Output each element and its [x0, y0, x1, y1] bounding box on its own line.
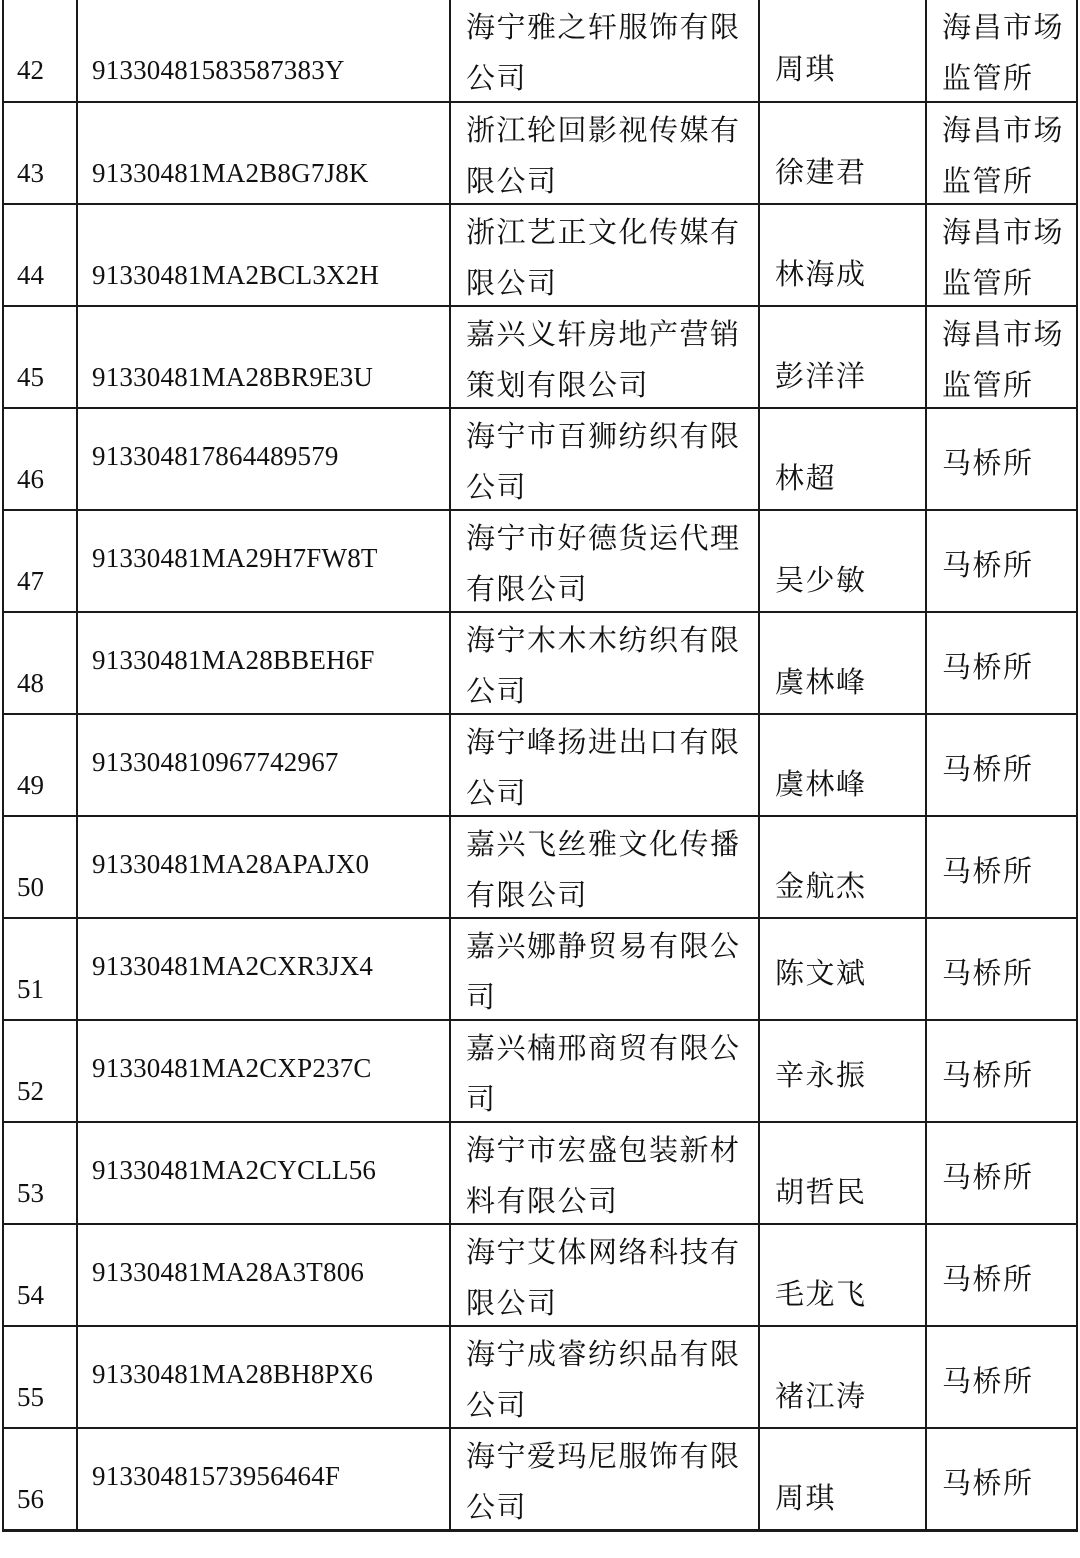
row-number-cell: [3, 306, 77, 408]
regulatory-office: 海昌市场监管所: [942, 10, 1065, 95]
regulatory-office: 马桥所: [942, 446, 1034, 480]
row-number: 56: [17, 1484, 44, 1514]
legal-representative: 彭洋洋: [775, 359, 867, 393]
row-number: 54: [17, 1280, 44, 1310]
credit-code-cell: [77, 918, 450, 1020]
company-cell: [450, 612, 759, 714]
credit-code: 91330481583587383Y: [92, 55, 345, 85]
legal-representative: 辛永振: [775, 1058, 867, 1092]
credit-code: 91330481MA2CYCLL56: [92, 1155, 377, 1185]
table-row: [3, 1020, 1077, 1122]
company-cell: [450, 1428, 759, 1531]
row-number-cell: [3, 1428, 77, 1531]
row-number-cell: [3, 0, 77, 102]
legal-representative: 吴少敏: [775, 563, 867, 597]
credit-code-cell: [77, 0, 450, 102]
credit-code-cell: [77, 408, 450, 510]
person-cell: [759, 204, 926, 306]
credit-code: 91330481MA28BR9E3U: [92, 362, 374, 392]
registry-table: [2, 0, 1078, 1532]
row-number: 52: [17, 1076, 44, 1106]
agency-cell: [926, 1224, 1077, 1326]
table-row: [3, 0, 1077, 102]
agency-cell: [926, 306, 1077, 408]
legal-representative: 林海成: [775, 257, 867, 291]
company-name: 嘉兴飞丝雅文化传播有限公司: [466, 827, 741, 912]
legal-representative: 毛龙飞: [775, 1277, 867, 1311]
credit-code-cell: [77, 1428, 450, 1531]
legal-representative: 林超: [775, 461, 837, 495]
regulatory-office: 马桥所: [942, 1160, 1034, 1194]
company-name: 海宁成睿纺织品有限公司: [466, 1337, 741, 1422]
row-number: 49: [17, 770, 44, 800]
legal-representative: 陈文斌: [775, 956, 867, 990]
regulatory-office: 马桥所: [942, 1262, 1034, 1296]
regulatory-office: 马桥所: [942, 1364, 1034, 1398]
row-number-cell: [3, 1326, 77, 1428]
agency-cell: [926, 816, 1077, 918]
company-cell: [450, 0, 759, 102]
agency-cell: [926, 918, 1077, 1020]
company-cell: [450, 102, 759, 204]
table-row: [3, 1122, 1077, 1224]
row-number: 43: [17, 158, 44, 188]
agency-cell: [926, 1020, 1077, 1122]
credit-code-cell: [77, 816, 450, 918]
table-row: [3, 612, 1077, 714]
row-number: 53: [17, 1178, 44, 1208]
company-name: 嘉兴义轩房地产营销策划有限公司: [466, 317, 741, 402]
company-name: 嘉兴娜静贸易有限公司: [466, 929, 741, 1014]
company-cell: [450, 510, 759, 612]
company-cell: [450, 1122, 759, 1224]
regulatory-office: 马桥所: [942, 752, 1034, 786]
regulatory-office: 马桥所: [942, 956, 1034, 990]
credit-code-cell: [77, 1224, 450, 1326]
regulatory-office: 马桥所: [942, 854, 1034, 888]
table-row: [3, 816, 1077, 918]
legal-representative: 褚江涛: [775, 1379, 867, 1413]
legal-representative: 虞林峰: [775, 767, 867, 801]
credit-code-cell: [77, 714, 450, 816]
company-name: 海宁爱玛尼服饰有限公司: [466, 1439, 741, 1524]
regulatory-office: 马桥所: [942, 1058, 1034, 1092]
person-cell: [759, 1020, 926, 1122]
legal-representative: 胡哲民: [775, 1175, 867, 1209]
company-name: 海宁市百狮纺织有限公司: [466, 419, 741, 504]
table-row: [3, 1326, 1077, 1428]
row-number-cell: [3, 1224, 77, 1326]
agency-cell: [926, 1428, 1077, 1531]
regulatory-office: 马桥所: [942, 1466, 1034, 1500]
legal-representative: 金航杰: [775, 869, 867, 903]
regulatory-office: 海昌市场监管所: [942, 317, 1065, 402]
credit-code-cell: [77, 1020, 450, 1122]
credit-code-cell: [77, 306, 450, 408]
company-cell: [450, 714, 759, 816]
regulatory-office: 马桥所: [942, 650, 1034, 684]
credit-code-cell: [77, 612, 450, 714]
person-cell: [759, 306, 926, 408]
person-cell: [759, 918, 926, 1020]
credit-code-cell: [77, 204, 450, 306]
credit-code: 91330481MA28BBEH6F: [92, 645, 375, 675]
table-row: [3, 510, 1077, 612]
person-cell: [759, 0, 926, 102]
registry-table-body: [3, 0, 1077, 1531]
company-cell: [450, 918, 759, 1020]
company-name: 嘉兴楠邢商贸有限公司: [466, 1031, 741, 1116]
credit-code: 913304817864489579: [92, 441, 339, 471]
row-number-cell: [3, 612, 77, 714]
row-number-cell: [3, 816, 77, 918]
agency-cell: [926, 102, 1077, 204]
agency-cell: [926, 510, 1077, 612]
credit-code: 91330481MA29H7FW8T: [92, 543, 378, 573]
row-number-cell: [3, 1020, 77, 1122]
credit-code: 91330481MA28BH8PX6: [92, 1359, 374, 1389]
table-row: [3, 306, 1077, 408]
row-number-cell: [3, 918, 77, 1020]
agency-cell: [926, 1122, 1077, 1224]
table-row: [3, 204, 1077, 306]
person-cell: [759, 102, 926, 204]
credit-code: 913304810967742967: [92, 747, 339, 777]
row-number: 46: [17, 464, 44, 494]
agency-cell: [926, 1326, 1077, 1428]
company-name: 海宁峰扬进出口有限公司: [466, 725, 741, 810]
row-number-cell: [3, 204, 77, 306]
company-name: 海宁木木木纺织有限公司: [466, 623, 741, 708]
legal-representative: 周琪: [775, 52, 837, 86]
table-row: [3, 1428, 1077, 1531]
table-row: [3, 408, 1077, 510]
row-number-cell: [3, 510, 77, 612]
company-cell: [450, 816, 759, 918]
row-number-cell: [3, 408, 77, 510]
credit-code: 91330481573956464F: [92, 1461, 341, 1491]
person-cell: [759, 1326, 926, 1428]
person-cell: [759, 1122, 926, 1224]
company-name: 海宁市宏盛包装新材料有限公司: [466, 1133, 741, 1218]
agency-cell: [926, 612, 1077, 714]
row-number: 51: [17, 974, 44, 1004]
table-row: [3, 102, 1077, 204]
person-cell: [759, 408, 926, 510]
regulatory-office: 海昌市场监管所: [942, 215, 1065, 300]
credit-code-cell: [77, 1326, 450, 1428]
regulatory-office: 海昌市场监管所: [942, 113, 1065, 198]
row-number: 47: [17, 566, 44, 596]
agency-cell: [926, 714, 1077, 816]
row-number: 45: [17, 362, 44, 392]
credit-code: 91330481MA28A3T806: [92, 1257, 365, 1287]
person-cell: [759, 510, 926, 612]
legal-representative: 徐建君: [775, 155, 867, 189]
table-row: [3, 714, 1077, 816]
company-cell: [450, 1326, 759, 1428]
table-row: [3, 918, 1077, 1020]
credit-code: 91330481MA2CXR3JX4: [92, 951, 374, 981]
legal-representative: 虞林峰: [775, 665, 867, 699]
company-name: 海宁市好德货运代理有限公司: [466, 521, 741, 606]
credit-code-cell: [77, 102, 450, 204]
credit-code-cell: [77, 510, 450, 612]
row-number: 50: [17, 872, 44, 902]
company-cell: [450, 1020, 759, 1122]
person-cell: [759, 1428, 926, 1531]
row-number: 48: [17, 668, 44, 698]
company-name: 浙江艺正文化传媒有限公司: [466, 215, 741, 300]
company-cell: [450, 306, 759, 408]
row-number-cell: [3, 1122, 77, 1224]
credit-code: 91330481MA2CXP237C: [92, 1053, 372, 1083]
agency-cell: [926, 204, 1077, 306]
agency-cell: [926, 0, 1077, 102]
row-number: 55: [17, 1382, 44, 1412]
person-cell: [759, 816, 926, 918]
company-cell: [450, 408, 759, 510]
legal-representative: 周琪: [775, 1481, 837, 1515]
company-cell: [450, 204, 759, 306]
credit-code-cell: [77, 1122, 450, 1224]
table-row: [3, 1224, 1077, 1326]
row-number: 44: [17, 260, 44, 290]
agency-cell: [926, 408, 1077, 510]
credit-code: 91330481MA2BCL3X2H: [92, 260, 380, 290]
company-name: 海宁艾体网络科技有限公司: [466, 1235, 741, 1320]
regulatory-office: 马桥所: [942, 548, 1034, 582]
row-number: 42: [17, 55, 44, 85]
person-cell: [759, 714, 926, 816]
company-name: 海宁雅之轩服饰有限公司: [466, 10, 741, 95]
credit-code: 91330481MA2B8G7J8K: [92, 158, 369, 188]
company-cell: [450, 1224, 759, 1326]
row-number-cell: [3, 714, 77, 816]
person-cell: [759, 612, 926, 714]
credit-code: 91330481MA28APAJX0: [92, 849, 370, 879]
company-name: 浙江轮回影视传媒有限公司: [466, 113, 741, 198]
person-cell: [759, 1224, 926, 1326]
row-number-cell: [3, 102, 77, 204]
